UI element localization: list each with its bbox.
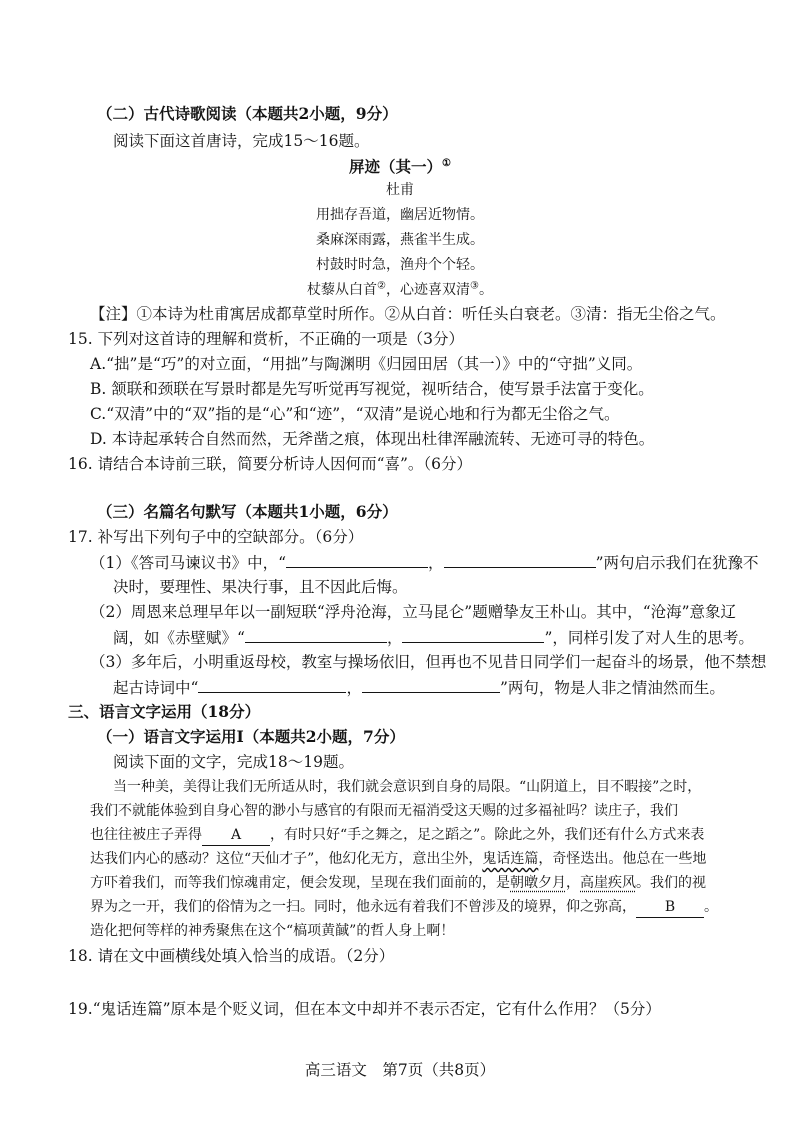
question-17-part-3-cont: 起古诗词中“ ， ”两句，物是人非之情油然而生。 — [113, 679, 725, 697]
fill-blank[interactable] — [198, 677, 346, 693]
question-19-stem: 19.“鬼话连篇”原本是个贬义词，但在本文中却并不表示否定，它有什么作用？（5分） — [68, 1000, 661, 1018]
passage-line-6: 界为之一开，我们的俗情为之一扫。同时，他永远有着我们不曾涉及的境界，仰之弥高， B 。 — [90, 897, 718, 918]
passage-line-5: 方吓着我们，而等我们惊魂甫定，便会发现，呈现在我们面前的，是朝暾夕月，高崖疾风。我们的视 — [90, 875, 706, 891]
fill-blank[interactable] — [402, 627, 544, 643]
wavy-underlined-phrase: 鬼话连篇 — [482, 851, 539, 867]
dotted-underlined-phrase: 高崖疾风 — [580, 875, 636, 891]
section-title-language-1: （一）语言文字运用Ⅰ（本题共2小题，7分） — [97, 727, 405, 746]
question-17-part-3: （3）多年后，小明重返母校，教室与操场依旧，但再也不见昔日同学们一起奋斗的场景，他不禁想 — [90, 653, 767, 671]
question-17-part-2: （2）周恩来总理早年以一副短联“浮舟沧海，立马昆仑”题赠挚友王朴山。其中，“沧海”意象辽 — [90, 603, 737, 621]
poem-line-4: 杖藜从白首②，心迹喜双清③。 — [307, 280, 493, 298]
question-17-stem: 17. 补写出下列句子中的空缺部分。（6分） — [68, 528, 364, 546]
question-15-stem: 15. 下列对这首诗的理解和赏析，不正确的一项是（3分） — [68, 330, 464, 348]
fill-blank[interactable] — [245, 627, 387, 643]
poem-line-2: 桑麻深雨露，燕雀半生成。 — [316, 232, 484, 248]
poem-line-1: 用拙存吾道，幽居近物情。 — [316, 207, 484, 223]
question-18-stem: 18. 请在文中画横线处填入恰当的成语。（2分） — [68, 947, 395, 965]
language-intro: 阅读下面的文字，完成18～19题。 — [113, 753, 354, 771]
section-title-poetry: （二）古代诗歌阅读（本题共2小题，9分） — [97, 104, 398, 123]
passage-line-1: 当一种美，美得让我们无所适从时，我们就会意识到自身的局限。“山阴道上，目不暇接”之时， — [113, 779, 702, 795]
question-15-option-d: D. 本诗起承转合自然而然，无斧凿之痕，体现出杜律浑融流转、无迹可寻的特色。 — [90, 430, 655, 448]
question-16-stem: 16. 请结合本诗前三联，简要分析诗人因何而“喜”。（6分） — [68, 455, 473, 473]
question-15-option-b: B. 颔联和颈联在写景时都是先写听觉再写视觉，视听结合，使写景手法富于变化。 — [90, 380, 654, 398]
fill-blank-a[interactable]: A — [202, 825, 270, 846]
fill-blank[interactable] — [286, 552, 428, 568]
passage-line-2: 我们不就能体验到自身心智的渺小与感官的有限而无福消受这天赐的过多福祉吗？读庄子，我们 — [90, 803, 678, 819]
poem-line-3: 村鼓时时急，渔舟个个轻。 — [316, 257, 484, 273]
passage-line-4: 达我们内心的感动？这位“天仙才子”，他幻化无方，意出尘外，鬼话连篇，奇怪迭出。他总在一些地 — [90, 851, 707, 867]
dotted-underlined-phrase: 朝暾夕月 — [510, 875, 566, 891]
poem-notes: 【注】①本诗为杜甫寓居成都草堂时所作。②从白首：听任头白衰老。③清：指无尘俗之气。 — [90, 305, 726, 323]
poem-author: 杜甫 — [386, 182, 414, 198]
part-title-language: 三、语言文字运用（18分） — [68, 702, 261, 721]
fill-blank[interactable] — [362, 677, 500, 693]
passage-line-7: 造化把何等样的神秀聚焦在这个“槁项黄馘”的哲人身上啊！ — [90, 923, 455, 939]
question-17-part-1-cont: 决时，要理性、果决行事，且不因此后悔。 — [113, 578, 408, 596]
question-15-option-a: A.“拙”是“巧”的对立面，“用拙”与陶渊明《归园田居（其一）》中的“守拙”义同。 — [90, 355, 643, 373]
page-footer: 高三语文 第7页（共8页） — [304, 1061, 496, 1079]
fill-blank-b[interactable]: B — [636, 897, 704, 918]
section-title-recitation: （三）名篇名句默写（本题共1小题，6分） — [97, 502, 398, 521]
fill-blank[interactable] — [444, 552, 596, 568]
poetry-intro: 阅读下面这首唐诗，完成15～16题。 — [113, 132, 370, 150]
passage-line-3: 也往往被庄子弄得 A ，有时只好“手之舞之，足之蹈之”。除此之外，我们还有什么方式来表 — [90, 825, 704, 846]
poem-title: 屏迹（其一）① — [349, 157, 451, 176]
question-17-part-1: （1）《答司马谏议书》中，“ ， ”两句启示我们在犹豫不 — [90, 554, 759, 572]
question-15-option-c: C.“双清”中的“双”指的是“心”和“迹”，“双清”是说心地和行为都无尘俗之气。 — [90, 405, 620, 423]
question-17-part-2-cont: 阔，如《赤壁赋》“ ， ”，同样引发了对人生的思考。 — [113, 629, 754, 647]
